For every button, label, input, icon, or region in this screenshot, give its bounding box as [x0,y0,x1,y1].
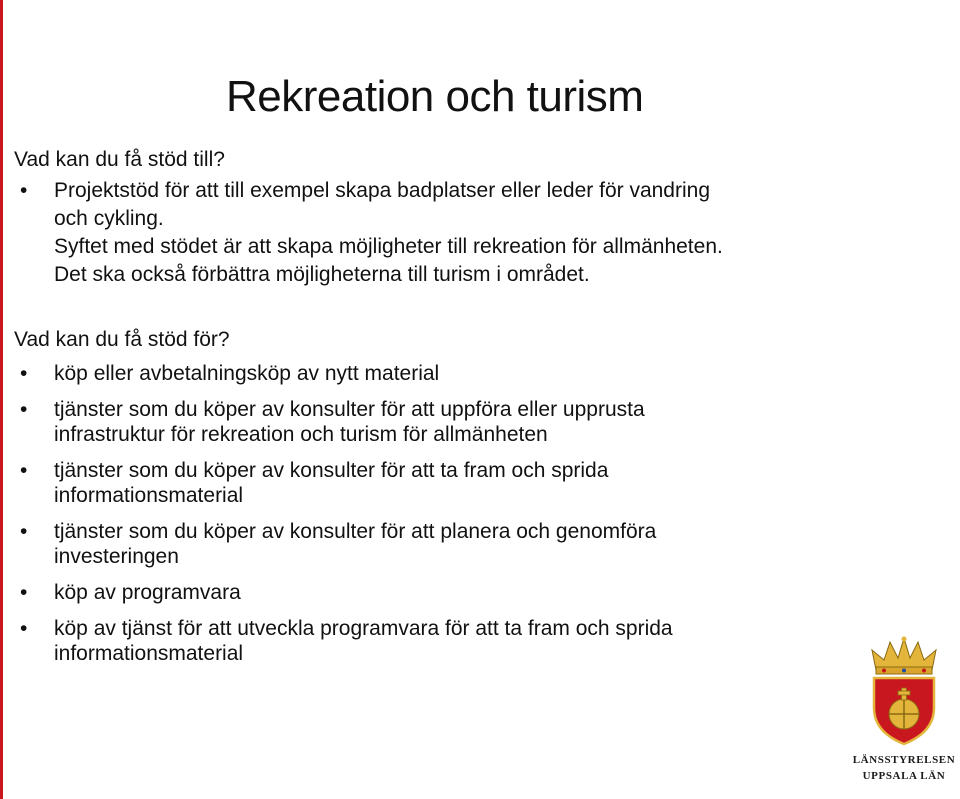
list-item [0,519,673,569]
support-to-list [0,177,723,289]
list-item-line: informationsmaterial [54,642,244,665]
coat-of-arms-icon [862,636,946,748]
list-item-line: Det ska också förbättra möjligheterna till turism i området. [54,263,590,286]
list-item [0,177,723,289]
section-heading-support-for: Vad kan du få stöd för? [14,328,230,351]
list-item-line: köp av programvara [54,581,241,604]
bullet-icon: • [20,581,28,604]
bullet-icon: • [20,617,28,640]
list-item [0,616,673,666]
list-item-line: köp eller avbetalningsköp av nytt material [54,362,440,385]
list-item [0,458,673,508]
page-title: Rekreation och turism [226,72,644,121]
list-item-line: tjänster som du köper av konsulter för att ta fram och sprida [54,459,609,482]
logo-text-agency: LÄNSSTYRELSEN [852,754,956,766]
bullet-icon: • [20,459,28,482]
list-item [0,361,673,386]
list-item-line: och cykling. [54,207,164,230]
list-item-line: investeringen [54,545,179,568]
bullet-icon: • [20,179,28,202]
lansstyrelsen-logo [850,636,958,798]
list-item-line: tjänster som du köper av konsulter för att uppföra eller upprusta [54,398,645,421]
support-for-list [0,361,673,677]
bullet-icon: • [20,362,28,385]
list-item [0,397,673,447]
bullet-icon: • [20,398,28,421]
section-heading-support-to: Vad kan du få stöd till? [14,148,225,171]
list-item-line: Projektstöd för att till exempel skapa badplatser eller leder för vandring [54,179,711,202]
list-item-line: informationsmaterial [54,484,244,507]
list-item-line: Syftet med stödet är att skapa möjligheter till rekreation för allmänheten. [54,235,723,258]
list-item-line: infrastruktur för rekreation och turism för allmänheten [54,423,548,446]
list-item-line: tjänster som du köper av konsulter för att planera och genomföra [54,520,657,543]
logo-text-county: UPPSALA LÄN [862,770,946,782]
list-item-line: köp av tjänst för att utveckla programvara för att ta fram och sprida [54,617,673,640]
bullet-icon: • [20,520,28,543]
list-item [0,580,673,605]
